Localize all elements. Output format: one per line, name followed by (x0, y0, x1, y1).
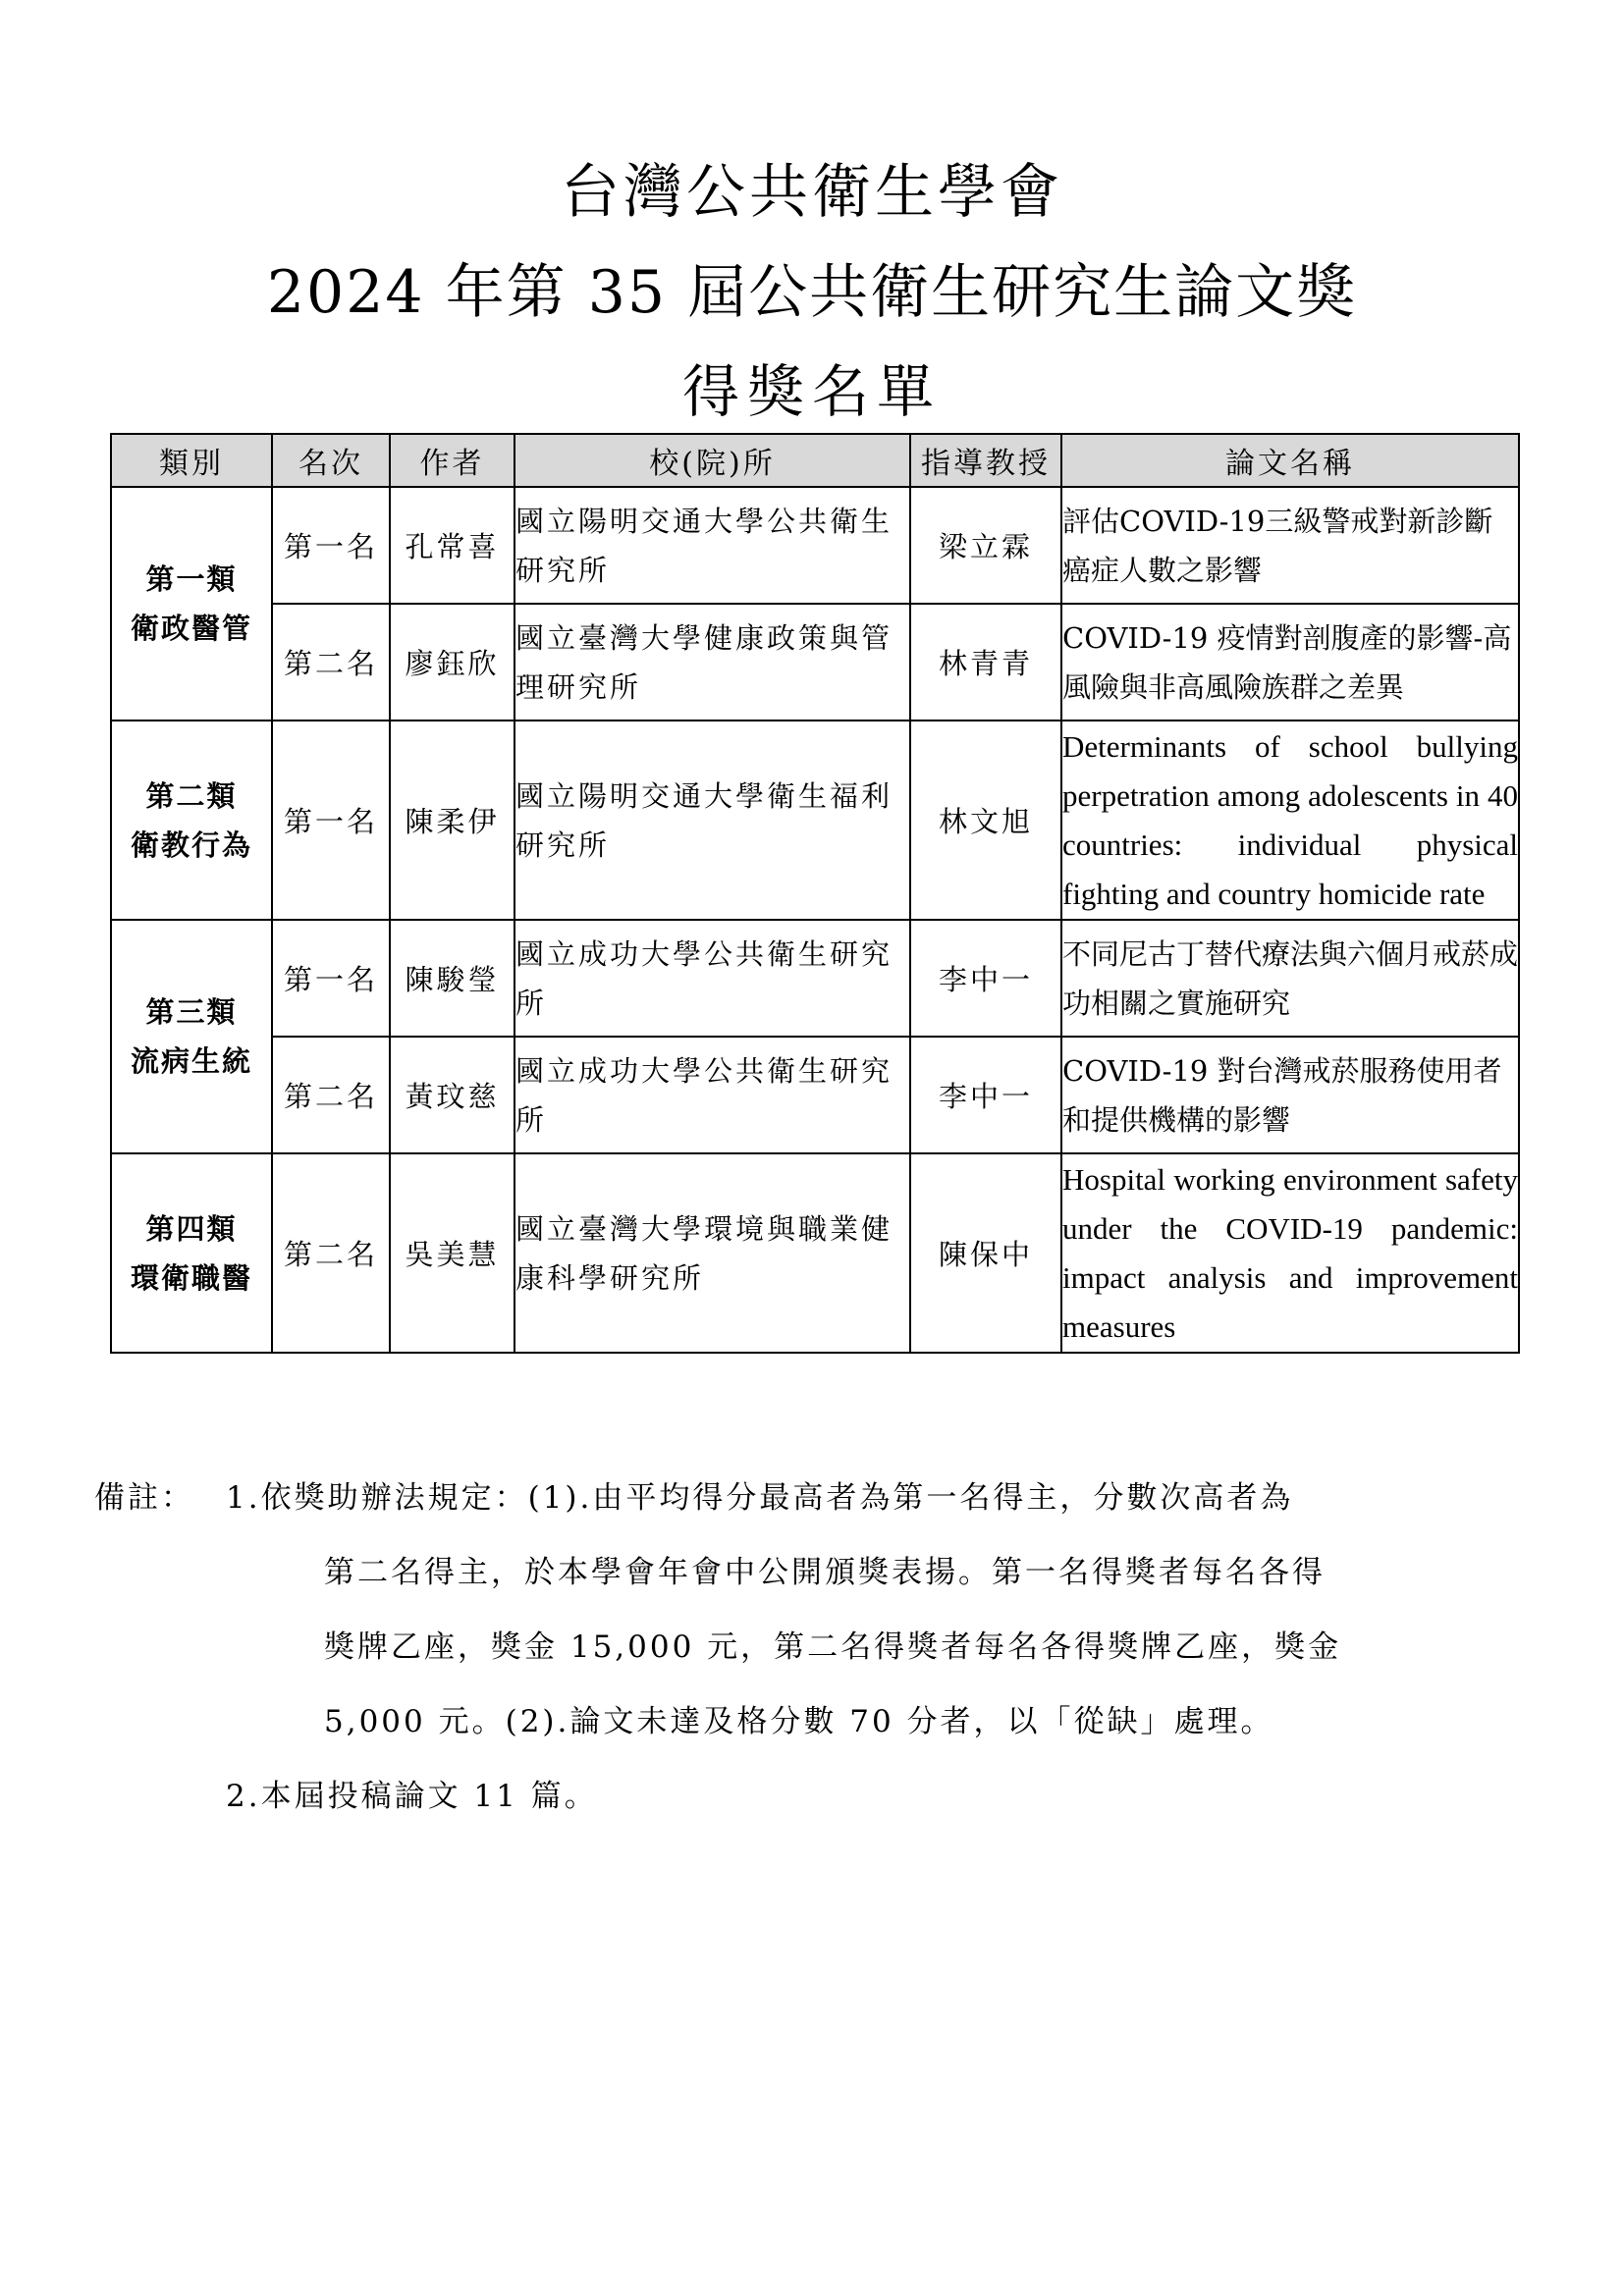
header-paper-title: 論文名稱 (1061, 434, 1519, 487)
advisor-cell: 梁立霖 (910, 487, 1061, 604)
advisor-cell: 林文旭 (910, 721, 1061, 920)
rank-cell: 第一名 (272, 920, 390, 1037)
author-cell: 陳柔伊 (390, 721, 514, 920)
author-cell: 陳駿瑩 (390, 920, 514, 1037)
author-cell: 黃玟慈 (390, 1037, 514, 1153)
society-title: 台灣公共衛生學會 (561, 158, 1063, 227)
rank-cell: 第二名 (272, 1153, 390, 1353)
rank-cell: 第一名 (272, 487, 390, 604)
category-name: 衛政醫管 (130, 612, 252, 645)
award-title: 2024 年第 35 屆公共衛生研究生論文獎 (266, 258, 1358, 327)
author-cell: 孔常喜 (390, 487, 514, 604)
table-row (111, 1037, 1519, 1153)
institution-cell: 國立成功大學公共衛生研究所 (514, 920, 910, 1037)
award-winners-table (110, 433, 1520, 1354)
advisor-cell: 陳保中 (910, 1153, 1061, 1353)
paper-title-cell: 評估COVID-19三級警戒對新診斷癌症人數之影響 (1061, 487, 1519, 604)
advisor-cell: 李中一 (910, 920, 1061, 1037)
table-header-row (111, 434, 1519, 487)
institution-cell: 國立陽明交通大學衛生福利研究所 (514, 721, 910, 920)
category-cell (111, 920, 272, 1153)
rank-cell: 第一名 (272, 721, 390, 920)
category-name: 流病生統 (130, 1044, 252, 1078)
category-cell (111, 721, 272, 920)
paper-title-cell: Hospital working environment safety under the COVID-19 pandemic: impact analysis and improvement measures (1061, 1153, 1519, 1353)
rank-cell: 第二名 (272, 604, 390, 721)
institution-cell: 國立陽明交通大學公共衛生研究所 (514, 487, 910, 604)
category-cell (111, 487, 272, 721)
category-name: 衛教行為 (130, 828, 252, 862)
category-number: 第三類 (145, 995, 238, 1029)
category-number: 第四類 (145, 1211, 238, 1246)
category-cell (111, 1153, 272, 1353)
category-number: 第一類 (145, 562, 238, 596)
paper-title-cell: COVID-19 疫情對剖腹產的影響-高風險與非高風險族群之差異 (1061, 604, 1519, 721)
author-cell: 吳美慧 (390, 1153, 514, 1353)
author-cell: 廖鈺欣 (390, 604, 514, 721)
table-row (111, 721, 1519, 920)
table-row (111, 604, 1519, 721)
note-item-1-line-1: 1.依獎助辦法規定：(1).由平均得分最高者為第一名得主，分數次高者為 (226, 1480, 1294, 1516)
institution-cell: 國立成功大學公共衛生研究所 (514, 1037, 910, 1153)
table-row (111, 920, 1519, 1037)
note-item-1-line-2: 第二名得主，於本學會年會中公開頒獎表揚。第一名得獎者每名各得 (324, 1555, 1326, 1590)
note-item-1-line-4: 5,000 元。(2).論文未達及格分數 70 分者，以「從缺」處理。 (324, 1704, 1274, 1739)
institution-cell: 國立臺灣大學健康政策與管理研究所 (514, 604, 910, 721)
advisor-cell: 李中一 (910, 1037, 1061, 1153)
notes-label: 備註： (94, 1480, 194, 1516)
institution-cell: 國立臺灣大學環境與職業健康科學研究所 (514, 1153, 910, 1353)
category-name: 環衛職醫 (130, 1260, 252, 1295)
header-author: 作者 (390, 434, 514, 487)
header-rank: 名次 (272, 434, 390, 487)
rank-cell: 第二名 (272, 1037, 390, 1153)
header-advisor: 指導教授 (910, 434, 1061, 487)
paper-title-cell: 不同尼古丁替代療法與六個月戒菸成功相關之實施研究 (1061, 920, 1519, 1037)
advisor-cell: 林青青 (910, 604, 1061, 721)
note-item-1-line-3: 獎牌乙座，獎金 15,000 元，第二名得獎者每名各得獎牌乙座，獎金 (324, 1629, 1342, 1665)
paper-title-cell: Determinants of school bullying perpetration among adolescents in 40 countries: individual physical fighting and country homicide rate (1061, 721, 1519, 920)
table-row (111, 487, 1519, 604)
note-item-2: 2.本屆投稿論文 11 篇。 (226, 1779, 598, 1814)
header-category: 類別 (111, 434, 272, 487)
paper-title-cell: COVID-19 對台灣戒菸服務使用者和提供機構的影響 (1061, 1037, 1519, 1153)
category-number: 第二類 (145, 778, 238, 813)
header-institution: 校(院)所 (514, 434, 910, 487)
winners-list-title: 得獎名單 (681, 358, 942, 425)
table-row (111, 1153, 1519, 1353)
